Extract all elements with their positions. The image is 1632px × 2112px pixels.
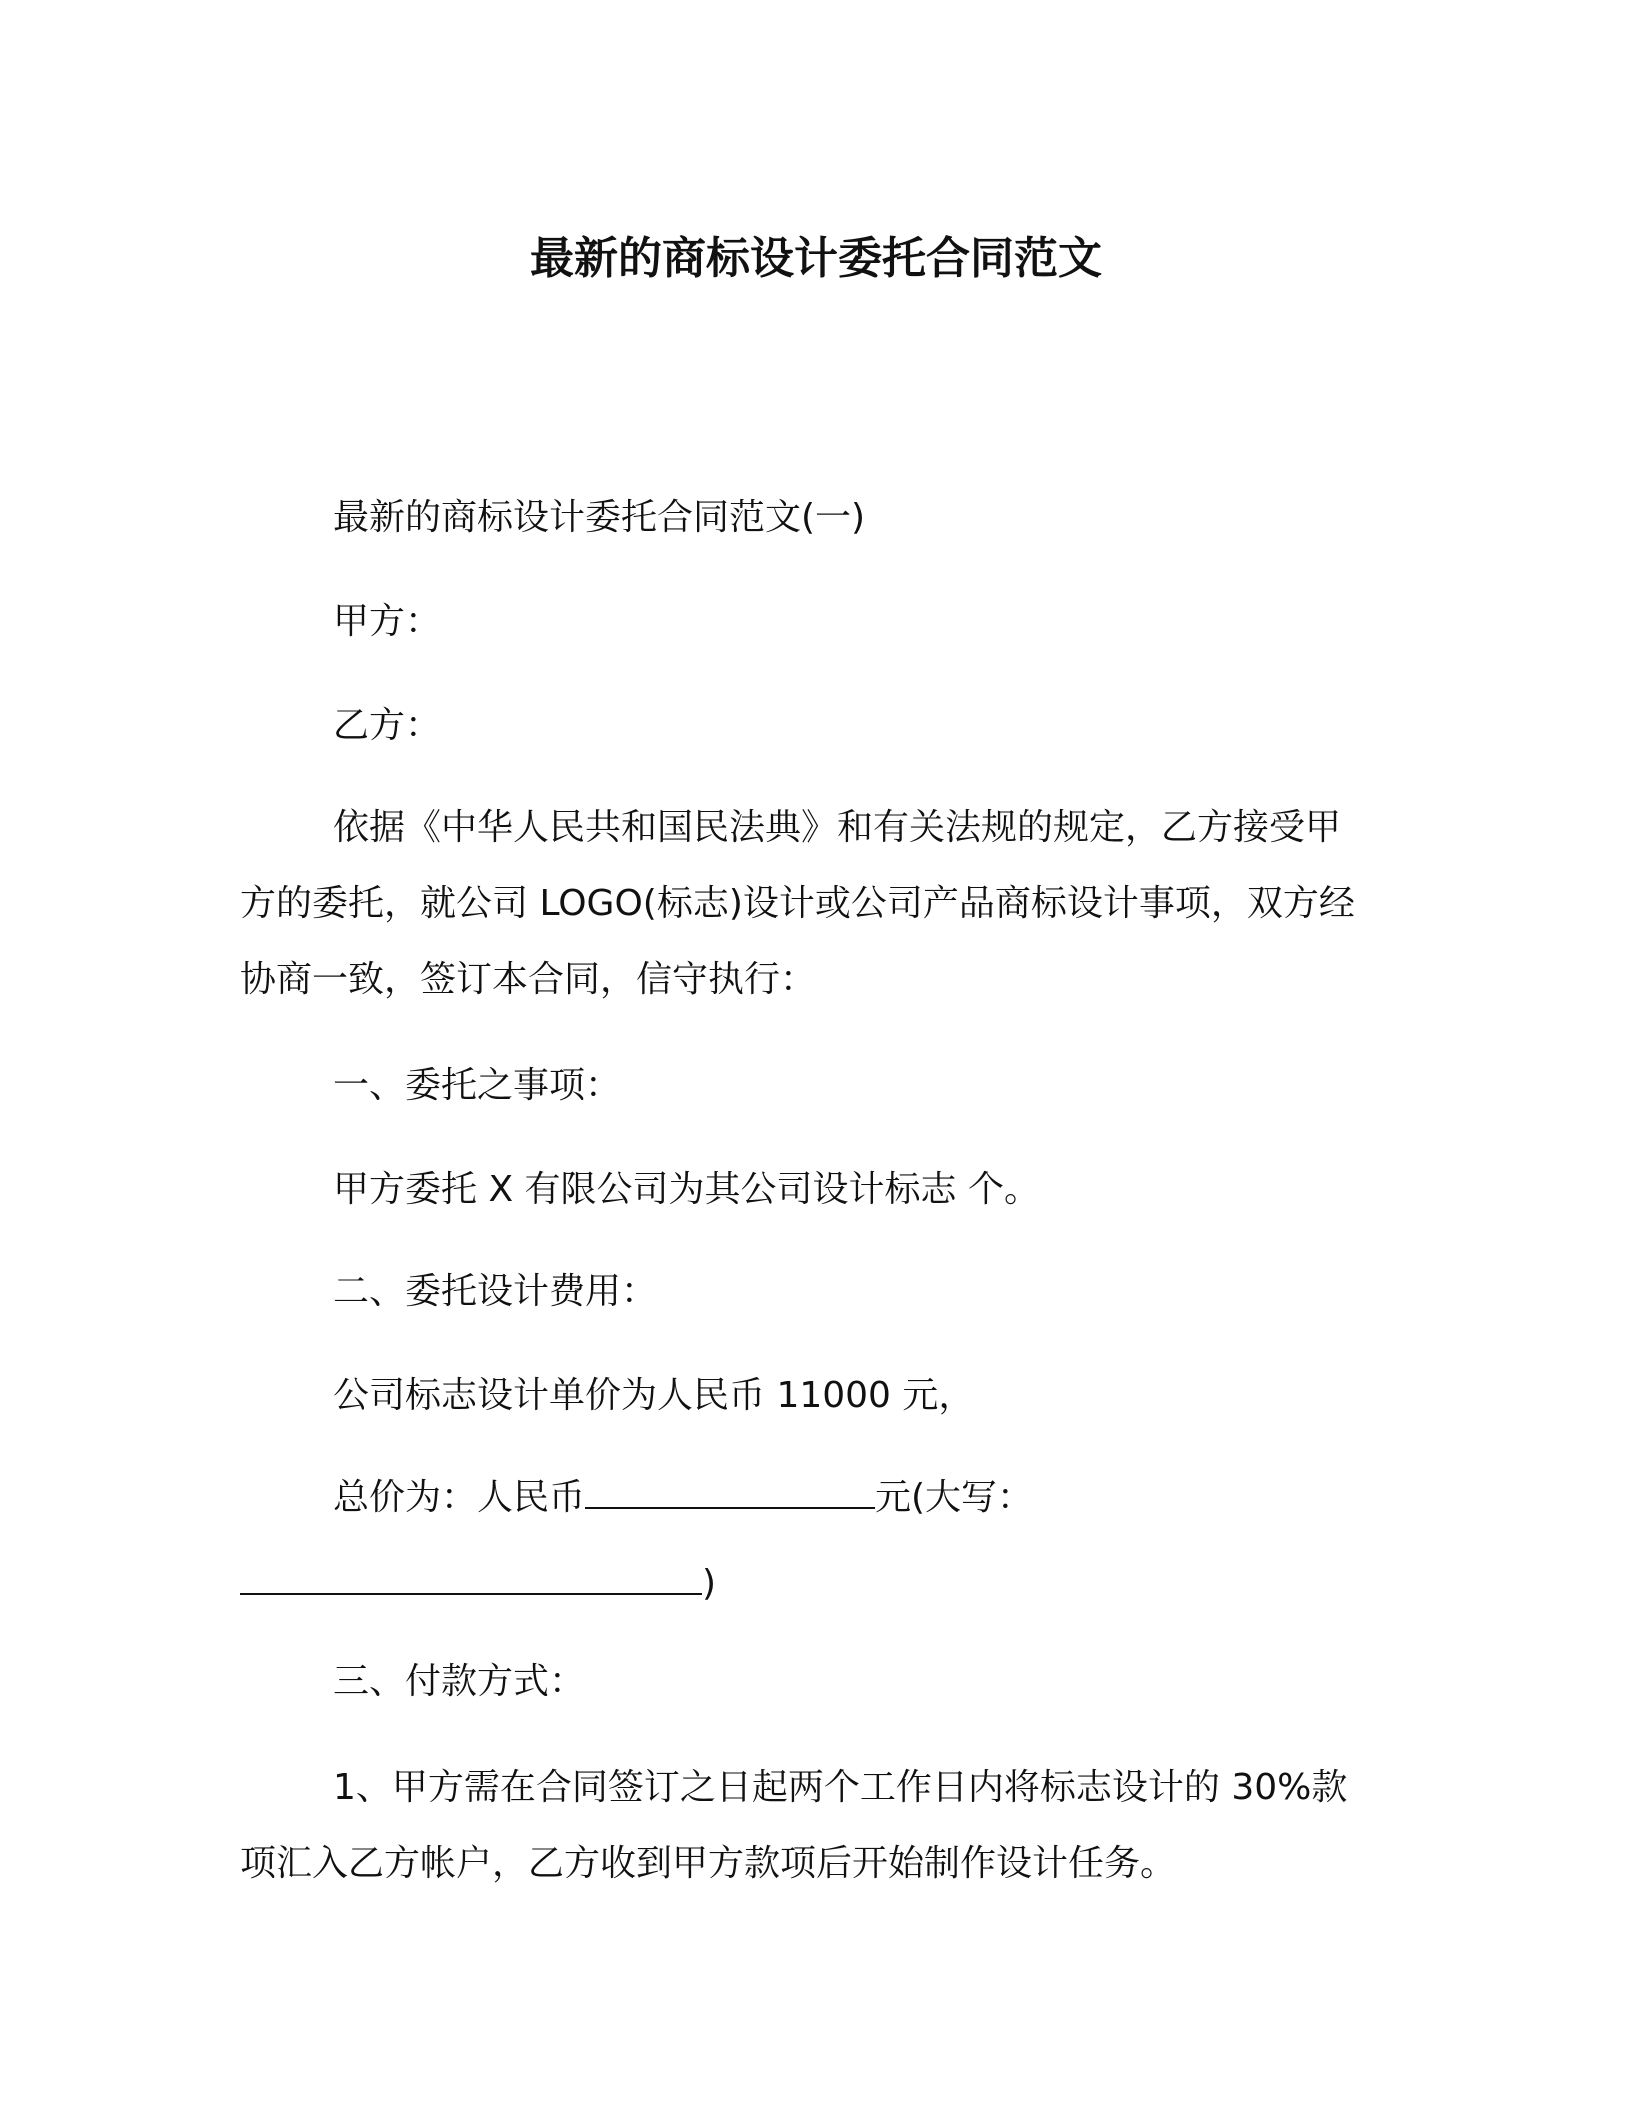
paragraph-line: 方的委托，就公司 LOGO(标志)设计或公司产品商标设计事项，双方经 bbox=[240, 883, 1355, 924]
fill-in-blank bbox=[240, 1563, 702, 1595]
capital-amount-label: 元(大写： bbox=[875, 1477, 1034, 1518]
party-a-label: 甲方： bbox=[333, 601, 442, 642]
clause-heading: 一、委托之事项： bbox=[333, 1065, 622, 1106]
paragraph-line: 依据《中华人民共和国民法典》和有关法规的规定，乙方接受甲 bbox=[333, 807, 1342, 848]
paragraph-line: 项汇入乙方帐户，乙方收到甲方款项后开始制作设计任务。 bbox=[240, 1843, 1177, 1884]
clause-heading: 二、委托设计费用： bbox=[333, 1271, 658, 1312]
total-price-line bbox=[333, 1476, 1033, 1520]
total-price-continuation bbox=[240, 1562, 716, 1606]
fill-in-blank bbox=[585, 1477, 875, 1509]
clause-heading: 三、付款方式： bbox=[333, 1661, 586, 1702]
party-b-label: 乙方： bbox=[333, 705, 442, 746]
section-heading: 最新的商标设计委托合同范文(一) bbox=[333, 497, 866, 538]
paragraph-line: 1、甲方需在合同签订之日起两个工作日内将标志设计的 30%款 bbox=[333, 1767, 1348, 1808]
closing-paren: ) bbox=[702, 1563, 717, 1604]
paragraph-line: 公司标志设计单价为人民币 11000 元， bbox=[333, 1375, 975, 1416]
total-price-label: 总价为：人民币 bbox=[333, 1477, 586, 1518]
paragraph-line: 甲方委托 X 有限公司为其公司设计标志 个。 bbox=[333, 1169, 1040, 1210]
document-title: 最新的商标设计委托合同范文 bbox=[530, 233, 1102, 284]
paragraph-line: 协商一致，签订本合同，信守执行： bbox=[240, 959, 817, 1000]
